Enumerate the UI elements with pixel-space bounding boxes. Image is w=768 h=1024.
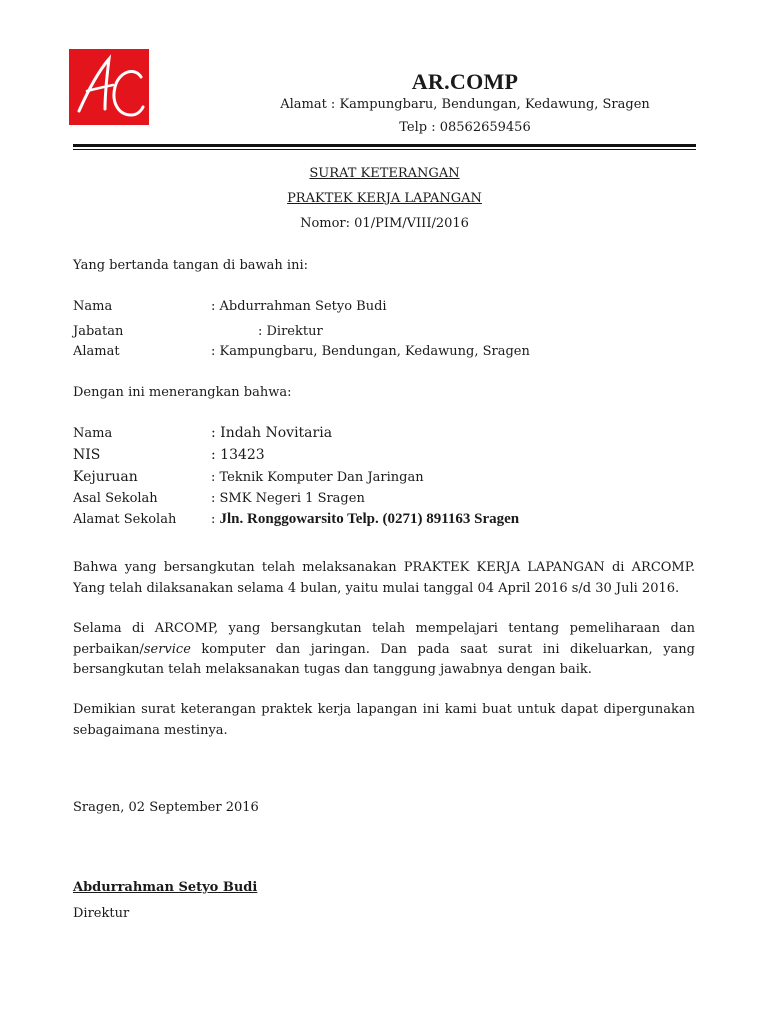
ac-logo-mark	[69, 49, 149, 125]
student-name-value: : Indah Novitaria	[211, 425, 333, 441]
student-school-value: : SMK Negeri 1 Sragen	[211, 491, 365, 506]
student-major-label: Kejuruan	[73, 469, 138, 485]
student-name-label: Nama	[73, 426, 113, 441]
signer-signature-role: Direktur	[73, 906, 130, 921]
company-name: AR.COMP	[411, 69, 519, 94]
header-divider-thick	[73, 144, 696, 147]
paragraph-2-text-a: Selama di ARCOMP, yang bersangkutan telah mempelajari tentang pemeliharaan dan perbaikan/	[73, 621, 695, 657]
paragraph-2-italic: service	[143, 641, 191, 657]
paragraph-1-line-1: Bahwa yang bersangkutan telah melaksanakan PRAKTEK KERJA LAPANGAN di ARCOMP.	[73, 560, 695, 575]
student-nis-value: : 13423	[211, 447, 265, 463]
signer-position-value: : Direktur	[258, 324, 323, 339]
school-address-row	[211, 511, 519, 528]
student-school-label: Asal Sekolah	[73, 491, 158, 506]
signer-signature-name: Abdurrahman Setyo Budi	[73, 880, 258, 895]
company-address: Alamat : Kampungbaru, Bendungan, Kedawung, Sragen	[280, 97, 650, 112]
signer-position-label: Jabatan	[73, 324, 124, 339]
student-major-value: : Teknik Komputer Dan Jaringan	[211, 470, 424, 485]
signer-name-value: : Abdurrahman Setyo Budi	[211, 299, 387, 314]
place-date: Sragen, 02 September 2016	[73, 800, 259, 815]
paragraph-2-text-b: komputer dan jaringan. Dan pada saat surat ini dikeluarkan, yang bersangkutan telah melaksanakan tugas dan tanggung jawabnya dengan baik.	[73, 641, 695, 677]
signer-name-label: Nama	[73, 299, 113, 314]
school-address-value: Jln. Ronggowarsito Telp. (0271) 891163 Sragen	[219, 511, 520, 527]
paragraph-3: Demikian surat keterangan praktek kerja lapangan ini kami buat untuk dapat dipergunakan sebagaimana mestinya.	[73, 702, 695, 738]
student-nis-label: NIS	[73, 447, 101, 463]
intro-text: Yang bertanda tangan di bawah ini:	[73, 258, 308, 273]
letter-title: SURAT KETERANGAN	[309, 166, 460, 181]
letter-subtitle: PRAKTEK KERJA LAPANGAN	[287, 191, 482, 206]
company-logo	[69, 49, 149, 125]
signer-address-value: : Kampungbaru, Bendungan, Kedawung, Sragen	[211, 344, 530, 359]
statement-text: Dengan ini menerangkan bahwa:	[73, 385, 292, 400]
school-address-label: Alamat Sekolah	[73, 512, 177, 527]
paragraph-2	[73, 619, 695, 681]
company-phone: Telp : 08562659456	[399, 120, 531, 135]
signer-address-label: Alamat	[73, 344, 120, 359]
header-divider-thin	[73, 149, 696, 150]
paragraph-1-line-2: Yang telah dilaksanakan selama 4 bulan, yaitu mulai tanggal 04 April 2016 s/d 30 Juli 2016.	[73, 581, 680, 596]
letter-number: Nomor: 01/PIM/VIII/2016	[300, 216, 469, 231]
school-address-prefix: :	[211, 512, 220, 527]
